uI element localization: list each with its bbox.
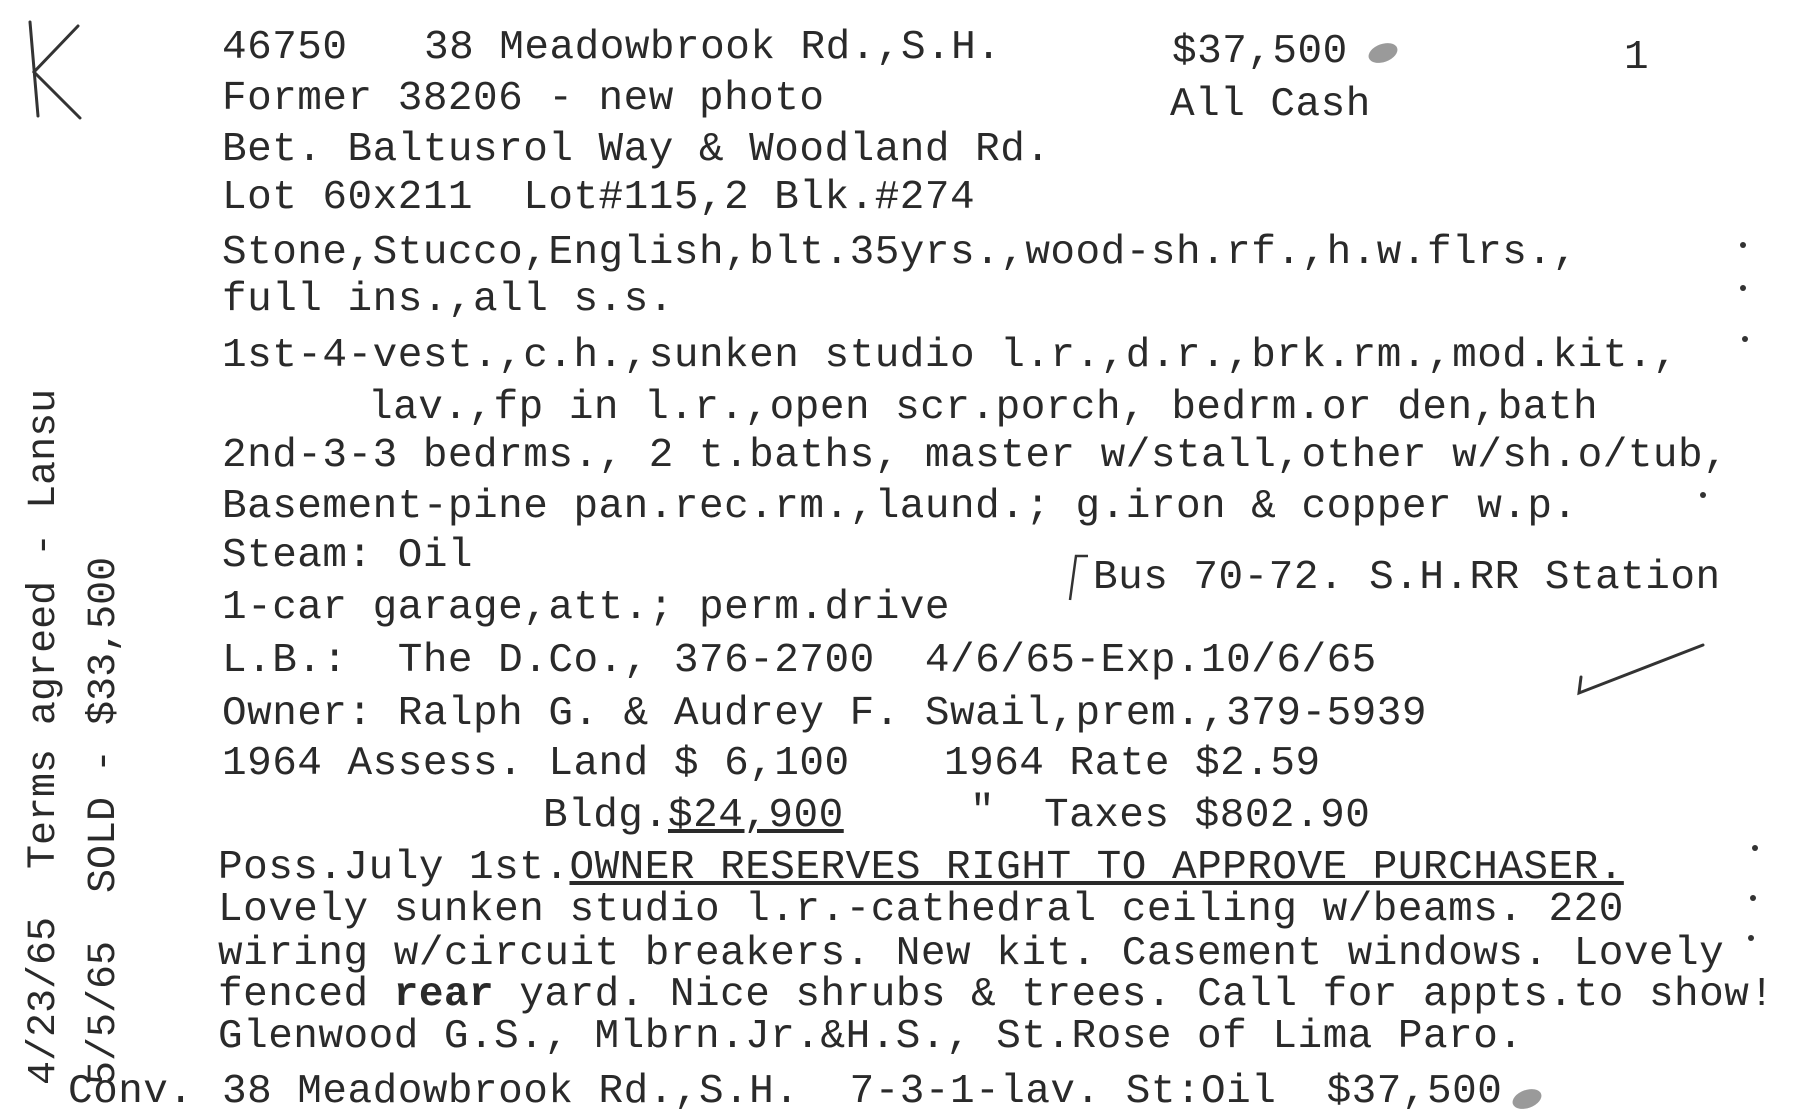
margin-dot — [1740, 285, 1746, 291]
first-floor-line-1: 1st-4-vest.,c.h.,sunken studio l.r.,d.r.,brk.rm.,mod.kit., — [222, 333, 1679, 379]
tax-rate: 1964 Rate $2.59 — [944, 741, 1321, 787]
address: 38 Meadowbrook Rd.,S.H. — [424, 25, 1002, 71]
margin-dot — [1752, 845, 1758, 851]
possession: Poss.July 1st. — [218, 845, 570, 891]
owner: Owner: Ralph G. & Audrey F. Swail,prem.,379-5939 — [222, 691, 1427, 737]
footer-summary: 38 Meadowbrook Rd.,S.H. 7-3-1-lav. St:Oil $37,500 — [222, 1069, 1503, 1115]
second-floor: 2nd-3-3 bedrms., 2 t.baths, master w/stall,other w/sh.o/tub, — [222, 433, 1729, 479]
transportation: Bus 70-72. S.H.RR Station — [1093, 555, 1721, 601]
ditto-mark: " — [970, 789, 996, 835]
remarks-line-4c: yard. Nice shrubs & trees. Call for appts.to show! — [494, 972, 1775, 1018]
first-floor-line-2: lav.,fp in l.r.,open scr.porch, bedrm.or den,bath — [368, 385, 1599, 431]
former-listing: Former 38206 - new photo — [222, 76, 825, 122]
taxes: Taxes $802.90 — [1044, 793, 1371, 839]
basement: Basement-pine pan.rec.rm.,laund.; g.iron & copper w.p. — [222, 484, 1578, 530]
remarks-line-3: wiring w/circuit breakers. New kit. Casement windows. Lovely — [218, 931, 1725, 977]
between-streets: Bet. Baltusrol Way & Woodland Rd. — [222, 127, 1051, 173]
margin-dot — [1750, 895, 1756, 901]
check-mark — [1575, 615, 1715, 705]
listing-broker: L.B.: The D.Co., 376-2700 4/6/65-Exp.10/6/65 — [222, 638, 1377, 684]
remarks-line-4b: rear — [393, 972, 495, 1018]
heat: Steam: Oil — [222, 533, 474, 579]
remarks-line-4 — [218, 972, 1775, 1018]
bldg-value: $24,900 — [668, 793, 844, 839]
ink-blot-footer — [1510, 1085, 1544, 1112]
handwritten-initial-k — [16, 14, 86, 124]
conv-label: Conv. — [68, 1069, 194, 1115]
remarks-line-4a: fenced — [218, 972, 394, 1018]
owner-reserves: OWNER RESERVES RIGHT TO APPROVE PURCHASER. — [569, 845, 1624, 891]
bracket-mark — [1068, 552, 1090, 604]
construction-line-2: full ins.,all s.s. — [222, 277, 674, 323]
listing-number: 46750 — [222, 25, 348, 71]
assessment-land: 1964 Assess. Land $ 6,100 — [222, 741, 850, 787]
construction-line-1: Stone,Stucco,English,blt.35yrs.,wood-sh.rf.,h.w.flrs., — [222, 230, 1578, 276]
garage: 1-car garage,att.; perm.drive — [222, 585, 951, 631]
margin-dot — [1748, 935, 1754, 941]
margin-dot — [1700, 492, 1706, 498]
remarks-line-1 — [218, 845, 1624, 891]
side-note-sold: 5/5/65 SOLD - $33,500 — [82, 556, 127, 1085]
side-note-terms-agreed: 4/23/65 Terms agreed - Lansu — [22, 388, 67, 1085]
margin-dot — [1742, 336, 1748, 342]
remarks-line-2: Lovely sunken studio l.r.-cathedral ceiling w/beams. 220 — [218, 887, 1624, 933]
lot-info: Lot 60x211 Lot#115,2 Blk.#274 — [222, 175, 976, 221]
bldg-label: Bldg. — [543, 793, 669, 839]
card-number: 1 — [1624, 35, 1650, 81]
margin-dot — [1740, 242, 1746, 248]
remarks-line-5: Glenwood G.S., Mlbrn.Jr.&H.S., St.Rose of Lima Paro. — [218, 1014, 1524, 1060]
terms: All Cash — [1170, 82, 1371, 128]
price: $37,500 — [1172, 29, 1348, 75]
ink-blot — [1366, 39, 1400, 66]
